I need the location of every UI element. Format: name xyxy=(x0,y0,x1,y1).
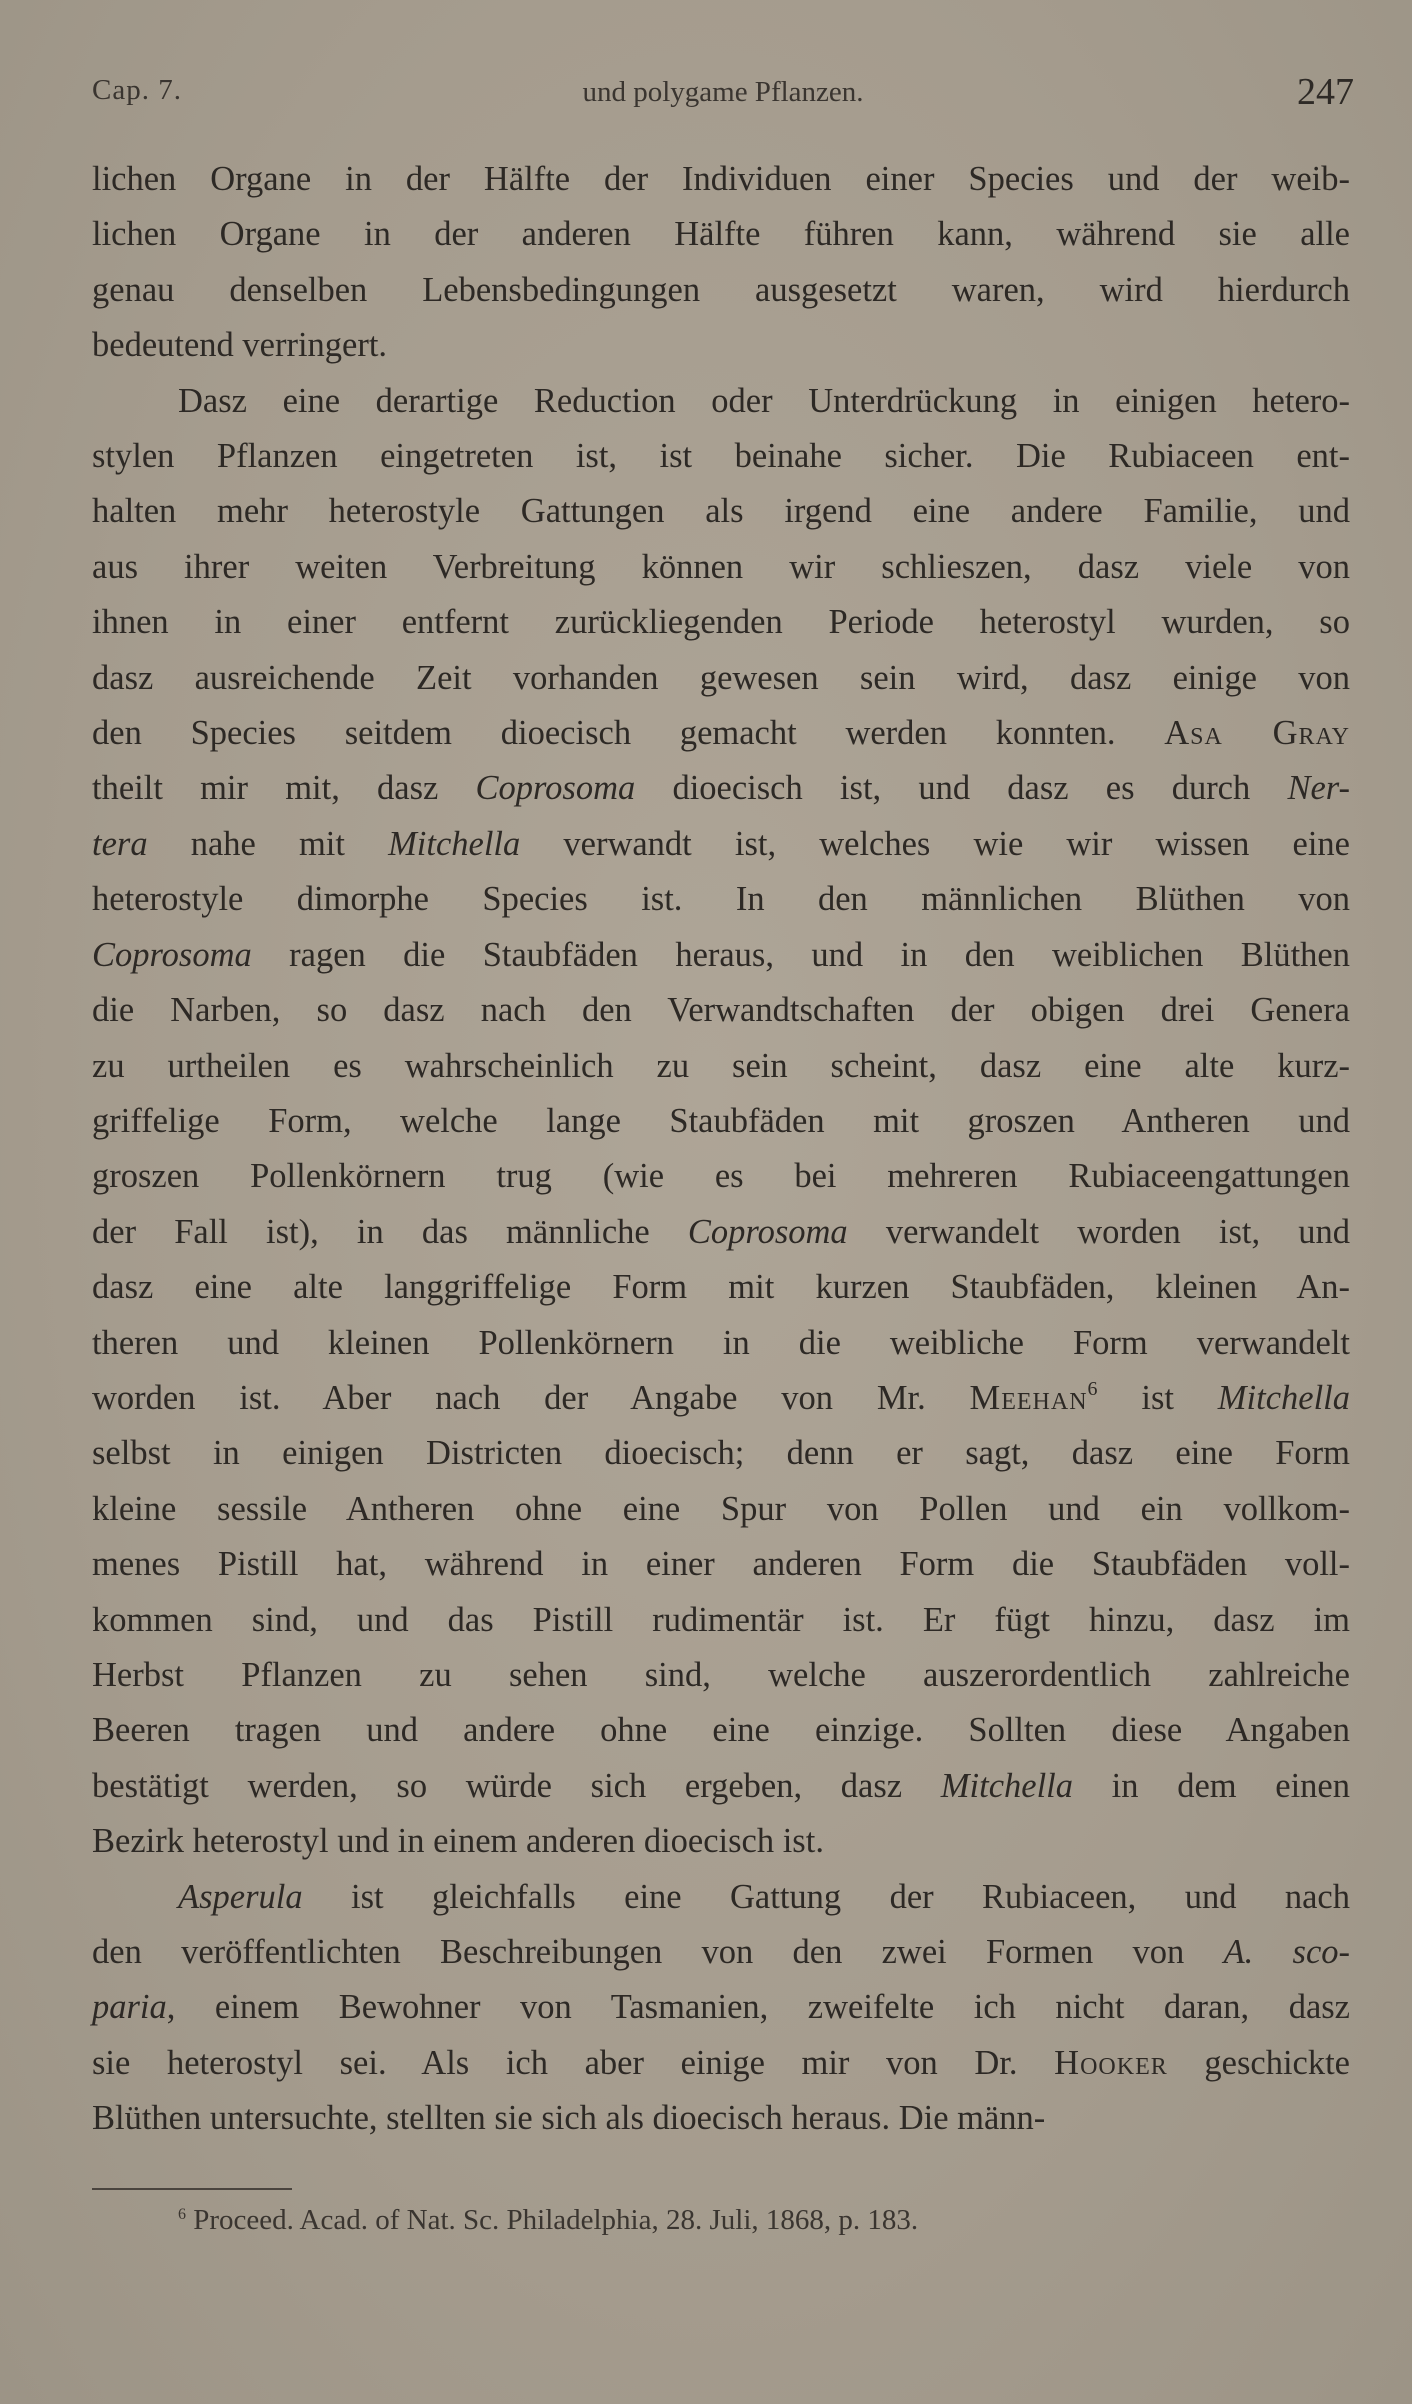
text-run: menes Pistill hat, während in einer anderen Form die Staubfäden voll- xyxy=(92,1545,1350,1584)
text-line xyxy=(92,1039,1350,1094)
text-run: groszen Pollenkörnern trug (wie es bei mehreren Rubiaceengattungen xyxy=(92,1157,1350,1196)
text-run: worden ist. Aber nach der Angabe von Mr. xyxy=(92,1378,970,1417)
text-run: in dem einen xyxy=(1073,1766,1350,1805)
italic-term: Asperula xyxy=(178,1877,303,1916)
author-name: Hooker xyxy=(1054,2043,1168,2082)
text-line xyxy=(92,1925,1350,1980)
text-line xyxy=(92,318,1350,373)
footnote-reference: 6 xyxy=(1087,1377,1098,1400)
text-line xyxy=(92,817,1350,872)
text-line xyxy=(92,540,1350,595)
paragraph xyxy=(92,374,1350,1870)
text-line xyxy=(92,983,1350,1038)
text-line xyxy=(92,1759,1350,1814)
text-run: den Species seitdem dioecisch gemacht werden konnten. xyxy=(92,714,1165,753)
text-run: griffelige Form, welche lange Staubfäden mit groszen Antheren und xyxy=(92,1101,1350,1140)
text-run: ist xyxy=(1097,1378,1218,1417)
italic-term: Coprosoma xyxy=(475,769,636,808)
text-run: dasz eine alte langgriffelige Form mit kurzen Staubfäden, kleinen An- xyxy=(92,1268,1350,1307)
author-name: Meehan xyxy=(969,1378,1088,1417)
text-line xyxy=(92,1316,1350,1371)
text-run: bestätigt werden, so würde sich ergeben, dasz xyxy=(92,1766,941,1805)
text-run: lichen Organe in der Hälfte der Individuen einer Species und der weib- xyxy=(92,160,1350,198)
page-number: 247 xyxy=(1297,71,1354,113)
footnote-divider xyxy=(92,2188,292,2190)
text-line xyxy=(92,1149,1350,1204)
text-run: ist gleichfalls eine Gattung der Rubiaceen, und nach xyxy=(302,1877,1350,1916)
text-line xyxy=(92,152,1350,207)
text-line xyxy=(92,1593,1350,1648)
text-run: nahe mit xyxy=(147,824,389,863)
text-line xyxy=(92,651,1350,706)
text-line xyxy=(92,761,1350,816)
paragraph xyxy=(92,1870,1350,2147)
text-line xyxy=(92,1371,1350,1426)
text-run: heterostyle dimorphe Species ist. In den männlichen Blüthen von xyxy=(92,880,1350,919)
text-line xyxy=(92,595,1350,650)
running-title: und polygame Pflanzen. xyxy=(582,76,864,108)
text-run: dasz ausreichende Zeit vorhanden gewesen sein wird, dasz einige von xyxy=(92,658,1350,697)
text-run: aus ihrer weiten Verbreitung können wir schlieszen, dasz viele von xyxy=(92,547,1350,586)
text-run: theren und kleinen Pollenkörnern in die weibliche Form verwandelt xyxy=(92,1323,1350,1362)
italic-term: Mitchella xyxy=(1217,1378,1350,1417)
text-run: halten mehr heterostyle Gattungen als irgend eine andere Familie, und xyxy=(92,492,1350,531)
text-line xyxy=(92,1703,1350,1758)
body-text xyxy=(92,152,1350,2147)
chapter-label: Cap. 7. xyxy=(92,74,182,106)
text-line xyxy=(92,484,1350,539)
italic-term: Coprosoma xyxy=(687,1212,848,1251)
text-line xyxy=(92,1260,1350,1315)
italic-term: Coprosoma xyxy=(92,935,252,974)
text-line xyxy=(92,1648,1350,1703)
italic-term: Ner- xyxy=(1287,769,1350,808)
text-run: , einem Bewohner von Tasmanien, zweifelte ich nicht daran, dasz xyxy=(166,1988,1350,2027)
italic-term: tera xyxy=(92,824,148,863)
footnote-marker: 6 xyxy=(178,2206,186,2223)
text-line xyxy=(92,1814,1350,1869)
text-run: die Narben, so dasz nach den Verwandtschaften der obigen drei Genera xyxy=(92,991,1350,1030)
text-line xyxy=(92,1537,1350,1592)
paragraph xyxy=(92,152,1350,374)
text-run: ihnen in einer entfernt zurückliegenden Periode heterostyl wurden, so xyxy=(92,603,1350,642)
text-run: lichen Organe in der anderen Hälfte führen kann, während sie alle xyxy=(92,215,1350,254)
author-name: Asa Gray xyxy=(1164,714,1351,753)
text-run: stylen Pflanzen eingetreten ist, ist beinahe sicher. Die Rubiaceen ent- xyxy=(92,437,1350,476)
italic-term: A. sco- xyxy=(1223,1933,1350,1971)
text-run: verwandt ist, welches wie wir wissen eine xyxy=(520,824,1350,863)
text-run: den veröffentlichten Beschreibungen von den zwei Formen von xyxy=(92,1933,1224,1971)
footnote xyxy=(178,2204,918,2237)
page-header xyxy=(92,68,1354,118)
text-run: theilt mir mit, dasz xyxy=(92,769,476,808)
text-line xyxy=(92,374,1350,429)
text-run: geschickte xyxy=(1167,2043,1350,2082)
text-run: kommen sind, und das Pistill rudimentär ist. Er fügt hinzu, dasz im xyxy=(92,1600,1350,1639)
text-line xyxy=(92,1094,1350,1149)
text-run: kleine sessile Antheren ohne eine Spur von Pollen und ein vollkom- xyxy=(92,1489,1350,1528)
text-run: Dasz eine derartige Reduction oder Unterdrückung in einigen hetero- xyxy=(178,381,1350,420)
text-line xyxy=(92,1482,1350,1537)
text-run: Beeren tragen und andere ohne eine einzige. Sollten diese Angaben xyxy=(92,1711,1350,1750)
text-line xyxy=(92,207,1350,262)
text-line xyxy=(92,872,1350,927)
text-run: selbst in einigen Districten dioecisch; denn er sagt, dasz eine Form xyxy=(92,1434,1350,1473)
text-line xyxy=(92,706,1350,761)
text-run: genau denselben Lebensbedingungen ausgesetzt waren, wird hierdurch xyxy=(92,270,1350,309)
italic-term: Mitchella xyxy=(940,1766,1073,1805)
text-line xyxy=(92,1205,1350,1260)
text-run: bedeutend verringert. xyxy=(92,326,388,365)
text-line xyxy=(92,1980,1350,2035)
text-line xyxy=(92,2091,1350,2146)
text-line xyxy=(92,1426,1350,1481)
text-run: sie heterostyl sei. Als ich aber einige mir von Dr. xyxy=(92,2043,1055,2082)
text-run: verwandelt worden ist, und xyxy=(847,1212,1350,1251)
text-run: der Fall ist), in das männliche xyxy=(92,1212,688,1251)
footnote-text: Proceed. Acad. of Nat. Sc. Philadelphia, 28. Juli, 1868, p. 183. xyxy=(193,2204,919,2236)
text-line xyxy=(92,429,1350,484)
text-run: Herbst Pflanzen zu sehen sind, welche auszerordentlich zahlreiche xyxy=(92,1655,1350,1694)
text-line xyxy=(92,1870,1350,1925)
text-line xyxy=(92,263,1350,318)
text-run: ragen die Staubfäden heraus, und in den weiblichen Blüthen xyxy=(251,935,1350,974)
text-run: Blüthen untersuchte, stellten sie sich als dioecisch heraus. Die männ- xyxy=(92,2099,1046,2138)
text-line xyxy=(92,928,1350,983)
text-line xyxy=(92,2036,1350,2091)
text-run: Bezirk heterostyl und in einem anderen dioecisch ist. xyxy=(92,1822,824,1861)
italic-term: Mitchella xyxy=(388,824,521,863)
text-run: zu urtheilen es wahrscheinlich zu sein scheint, dasz eine alte kurz- xyxy=(92,1046,1350,1085)
italic-term: paria xyxy=(92,1988,167,2027)
text-run: dioecisch ist, und dasz es durch xyxy=(635,769,1288,808)
